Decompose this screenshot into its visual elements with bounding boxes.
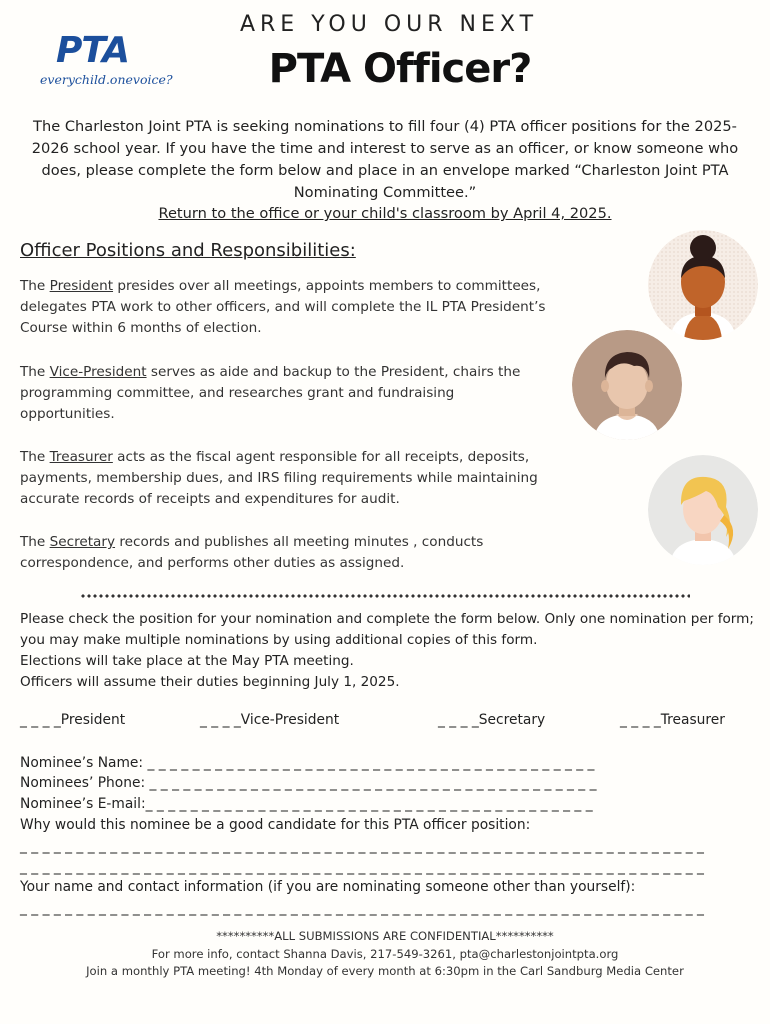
position-blank: _ _ _ _ [20, 712, 61, 728]
nominee-name-field[interactable] [20, 755, 594, 771]
role-treasurer [20, 447, 560, 510]
contact-answer-line[interactable]: _ _ _ _ _ _ _ _ _ _ _ _ _ _ _ _ _ _ _ _ _ _ _ _ _ _ _ _ _ _ _ _ _ _ _ _ _ _ _ _ _ _ _ _ _ _ _ _ _ _ _ _ _ _ _ _ _ _ _ _ _ [20, 900, 704, 916]
why-answer-line-1[interactable]: _ _ _ _ _ _ _ _ _ _ _ _ _ _ _ _ _ _ _ _ _ _ _ _ _ _ _ _ _ _ _ _ _ _ _ _ _ _ _ _ _ _ _ _ _ _ _ _ _ _ _ _ _ _ _ _ _ _ _ _ _ [20, 838, 704, 854]
position-vice-president[interactable] [200, 712, 339, 728]
role-secretary [20, 532, 550, 574]
avatar-woman-bun-icon [648, 230, 758, 340]
role-desc: presides over all meetings, appoints members to committees, delegates PTA work to other officers, and will complete the IL PTA President’s Course within 6 months of election. [20, 278, 546, 336]
confidential-notice: **********ALL SUBMISSIONS ARE CONFIDENTIAL********** [216, 929, 554, 943]
nominee-email-field[interactable] [20, 796, 593, 812]
role-desc: serves as aide and backup to the President, chairs the programming committee, and researches grant and fundraising opportunities. [20, 364, 521, 422]
role-name-secretary: Secretary [49, 534, 116, 550]
role-name-vice-president: Vice-President [49, 364, 147, 380]
position-blank: _ _ _ _ [200, 712, 241, 728]
avatar-woman-blonde [648, 455, 758, 565]
avatar-man-icon [572, 330, 682, 440]
pta-logo-text: PTA [56, 30, 130, 71]
field-blank: _ _ _ _ _ _ _ _ _ _ _ _ _ _ _ _ _ _ _ _ _ _ _ _ _ _ _ _ _ _ _ _ _ _ _ _ _ _ _ _ [145, 796, 593, 812]
field-blank: _ _ _ _ _ _ _ _ _ _ _ _ _ _ _ _ _ _ _ _ _ _ _ _ _ _ _ _ _ _ _ _ _ _ _ _ _ _ _ _ [149, 775, 597, 791]
avatar-woman-blonde-icon [648, 455, 758, 565]
field-blank: _ _ _ _ _ _ _ _ _ _ _ _ _ _ _ _ _ _ _ _ _ _ _ _ _ _ _ _ _ _ _ _ _ _ _ _ _ _ _ _ [147, 755, 595, 771]
instructions [20, 609, 765, 693]
position-label: Treasurer [660, 712, 725, 728]
nominee-email-label: Nominee’s E-mail: [20, 796, 146, 812]
role-president [20, 276, 550, 339]
instruction-line: Officers will assume their duties beginning July 1, 2025. [20, 674, 400, 690]
instruction-line: Elections will take place at the May PTA meeting. [20, 653, 354, 669]
role-prefix: The [20, 278, 50, 294]
position-label: Vice-President [240, 712, 340, 728]
page-title: PTA Officer? [268, 46, 532, 92]
position-secretary[interactable] [438, 712, 545, 728]
why-answer-line-2[interactable]: _ _ _ _ _ _ _ _ _ _ _ _ _ _ _ _ _ _ _ _ _ _ _ _ _ _ _ _ _ _ _ _ _ _ _ _ _ _ _ _ _ _ _ _ _ _ _ _ _ _ _ _ _ _ _ _ _ _ _ _ _ [20, 859, 704, 875]
position-label: President [60, 712, 126, 728]
header-kicker: ARE YOU OUR NEXT [239, 12, 539, 37]
nominee-name-label: Nominee’s Name: [20, 755, 144, 771]
nominee-phone-field[interactable] [20, 775, 596, 791]
section-title: Officer Positions and Responsibilities: [20, 240, 356, 261]
why-label: Why would this nominee be a good candidate for this PTA officer position: [20, 817, 531, 833]
pta-logo [38, 30, 178, 90]
dotted-divider [80, 593, 690, 599]
nominee-phone-label: Nominees’ Phone: [20, 775, 146, 791]
role-name-treasurer: Treasurer [49, 449, 113, 465]
meeting-info: Join a monthly PTA meeting! 4th Monday of every month at 6:30pm in the Carl Sandburg Media Center [86, 964, 684, 978]
avatar-woman-bun [648, 230, 758, 340]
role-prefix: The [20, 364, 50, 380]
position-president[interactable] [20, 712, 125, 728]
avatar-man [572, 330, 682, 440]
pta-logo-tagline: everychild.onevoice? [40, 72, 173, 87]
role-vice-president [20, 362, 550, 425]
position-blank: _ _ _ _ [438, 712, 479, 728]
contact-label: Your name and contact information (if you are nominating someone other than yourself): [20, 879, 636, 895]
position-blank: _ _ _ _ [620, 712, 661, 728]
contact-info: For more info, contact Shanna Davis, 217-549-3261, pta@charlestonjointpta.org [151, 947, 619, 961]
role-desc: acts as the fiscal agent responsible for all receipts, deposits, payments, membership dues, and IRS filing requirements while maintaining accurate records of receipts and expenditures for audit. [20, 449, 538, 507]
return-instruction: Return to the office or your child's classroom by April 4, 2025. [158, 205, 612, 222]
role-prefix: The [20, 449, 50, 465]
instruction-line: Please check the position for your nomination and complete the form below. Only one nomination per form; you may make multiple nominations by using additional copies of this form. [20, 611, 754, 648]
role-prefix: The [20, 534, 50, 550]
role-desc: records and publishes all meeting minutes , conducts correspondence, and performs other duties as assigned. [20, 534, 484, 571]
position-treasurer[interactable] [620, 712, 725, 728]
position-label: Secretary [478, 712, 546, 728]
intro-paragraph: The Charleston Joint PTA is seeking nominations to fill four (4) PTA officer positions for the 2025-2026 school year. If you have the time and interest to serve as an officer, or know someone who does, please complete the form below and place in an envelope marked “Charleston Joint PTA Nominating Committee.” [31, 118, 739, 201]
role-name-president: President [49, 278, 114, 294]
